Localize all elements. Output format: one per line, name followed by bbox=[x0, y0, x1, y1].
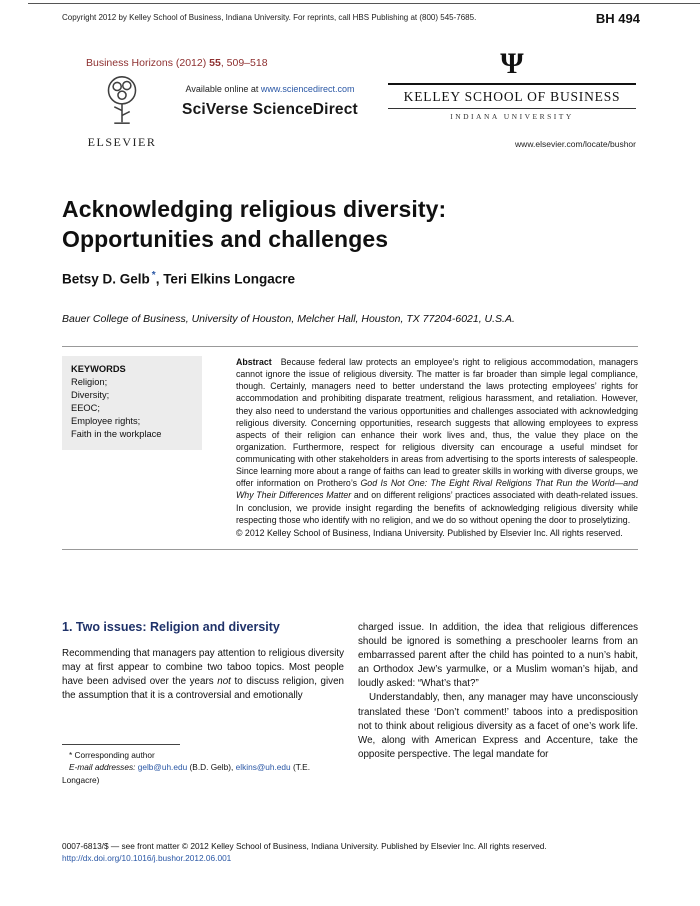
author-2: , Teri Elkins Longacre bbox=[155, 271, 295, 287]
body-col1-italic: not bbox=[217, 676, 231, 688]
abstract-text bbox=[236, 356, 638, 539]
email-gelb-link[interactable]: gelb@uh.edu bbox=[137, 762, 188, 773]
abstract-label: Abstract bbox=[236, 357, 272, 367]
keyword-item: Diversity; bbox=[71, 390, 110, 401]
body-column-left bbox=[62, 647, 344, 703]
body-paragraph bbox=[62, 647, 344, 703]
elsevier-logo bbox=[82, 72, 162, 150]
available-online-line bbox=[163, 84, 377, 94]
kelley-logo-rule-bottom bbox=[388, 108, 636, 109]
abstract-text-part2: and on different religions’ practices associated with death-related issues. In conclusion, we provide insight regarding the benefits of acknowledging religious diversity while respecting those who identify with no religion, and we do so without opening the door to proselytizing. bbox=[236, 490, 639, 525]
author-1: Betsy D. Gelb bbox=[62, 271, 150, 287]
journal-pages: , 509–518 bbox=[220, 57, 268, 69]
abstract-paragraph bbox=[236, 356, 638, 526]
affiliation-line: Bauer College of Business, University of Houston, Melcher Hall, Houston, TX 77204-6021, U.S.A. bbox=[62, 313, 515, 325]
doi-link[interactable]: http://dx.doi.org/10.1016/j.bushor.2012.06.001 bbox=[62, 853, 232, 864]
keyword-item: Religion; bbox=[71, 377, 108, 388]
abstract-copyright: © 2012 Kelley School of Business, Indiana University. Published by Elsevier Inc. All rights reserved. bbox=[236, 527, 623, 538]
journal-citation-pre: Business Horizons (2012) bbox=[86, 57, 210, 69]
issn-front-matter-line: 0007-6813/$ — see front matter © 2012 Kelley School of Business, Indiana University. Published by Elsevier Inc. All rights reserved. bbox=[62, 841, 547, 851]
available-online-block bbox=[163, 84, 377, 119]
article-title-line2: Opportunities and challenges bbox=[62, 226, 389, 253]
corresponding-author-asterisk: * bbox=[151, 270, 156, 281]
authors-line bbox=[62, 270, 295, 287]
keyword-item: Employee rights; bbox=[71, 416, 141, 427]
page-top-rule bbox=[28, 3, 700, 4]
body-col1-part-b: to discuss religion, given the assumption that it is a controversial and emotionally bbox=[62, 676, 344, 702]
footnote-rule bbox=[62, 744, 180, 745]
email-addresses-label: E-mail addresses: bbox=[69, 762, 138, 773]
body-column-right bbox=[358, 621, 638, 762]
email-gelb-suffix: (B.D. Gelb), bbox=[187, 762, 234, 773]
journal-citation bbox=[86, 57, 268, 69]
document-code: BH 494 bbox=[595, 11, 640, 26]
kelley-logo-rule-top bbox=[388, 83, 636, 85]
sciencedirect-link[interactable]: www.sciencedirect.com bbox=[260, 84, 355, 94]
abstract-text-part1: Because federal law protects an employee’s right to religious accommodation, managers cannot ignore the issue of religious diversity. The matter is far broader than simple legal compliance, though. Certainly, managers need to better understand the laws protecting employees’ rights for accommodation and prohibiting disparate treatment, religious harassment, and retaliation. However, they also need to understand the various opportunities and challenges associated with acknowledging religious diversity. Concerning opportunities, research suggests that allowing employees to express aspects of their religion can enhance their work lives and, thus, the value they place on the organization. Furthermore, respect for religious diversity can encourage a useful mindset for communicating with other stakeholders in areas from advertising to the sports interests of salespeople. Since learning more about a range of faiths can lead to greater skills in working with diverse groups, we offer information on Prothero’s bbox=[236, 357, 638, 489]
keywords-label: KEYWORDS bbox=[71, 364, 126, 374]
kelley-school-logo bbox=[388, 48, 636, 121]
iu-trident-icon: Ψ bbox=[500, 47, 524, 80]
article-title-line1: Acknowledging religious diversity: bbox=[62, 196, 447, 222]
body-col1-part-a: Recommending that managers pay attention to religious diversity may at first appear to combine two taboo topics. Most people have been advised over the years bbox=[62, 648, 344, 688]
kelley-school-name: KELLEY SCHOOL OF BUSINESS bbox=[403, 88, 621, 104]
keyword-item: EEOC; bbox=[71, 403, 100, 414]
abstract-book-title: God Is Not One: The Eight Rival Religions That Run the World—and Why Their Differences Matter bbox=[236, 478, 638, 501]
sciverse-sciencedirect-wordmark: SciVerse ScienceDirect bbox=[182, 101, 358, 118]
body-paragraph: Understandably, then, any manager may have unconsciously translated these ‘Don’t comment!’ taboos into a predisposition not to think about religious diversity as a facet of one’s work life. We, along with American Express and Accenture, take the opposite perspective. The legal mandate for bbox=[358, 692, 638, 760]
email-addresses-line bbox=[62, 761, 324, 786]
email-elkins-suffix: (T.E. Longacre) bbox=[62, 762, 311, 785]
footnote-block bbox=[62, 744, 324, 786]
elsevier-tree-icon bbox=[97, 72, 147, 128]
section-1-heading: 1. Two issues: Religion and diversity bbox=[62, 620, 280, 634]
abstract-block bbox=[62, 346, 638, 550]
journal-homepage-link[interactable]: www.elsevier.com/locate/bushor bbox=[515, 139, 636, 149]
elsevier-wordmark: ELSEVIER bbox=[87, 135, 157, 149]
footer-block bbox=[62, 840, 640, 865]
indiana-university-label: INDIANA UNIVERSITY bbox=[450, 111, 574, 121]
corresponding-author-note: * Corresponding author bbox=[69, 750, 155, 760]
article-title bbox=[62, 194, 446, 255]
body-paragraph: charged issue. In addition, the idea that religious differences should be ignored is something a preschooler learns from an embarrassed parent after the child has pointed to a nun’s habit, an Orthodox Jew’s yarmulke, or a Muslim woman’s hijab, and loudly asked: “What’s that?” bbox=[358, 622, 638, 690]
journal-volume: 55 bbox=[209, 57, 221, 69]
reprint-notice: Copyright 2012 by Kelley School of Business, Indiana University. For reprints, call HBS Publishing at (800) 545-7685. bbox=[62, 13, 477, 22]
keywords-box bbox=[62, 356, 202, 450]
keyword-item: Faith in the workplace bbox=[71, 429, 162, 440]
email-elkins-link[interactable]: elkins@uh.edu bbox=[235, 762, 291, 773]
available-online-text: Available online at bbox=[185, 84, 261, 94]
